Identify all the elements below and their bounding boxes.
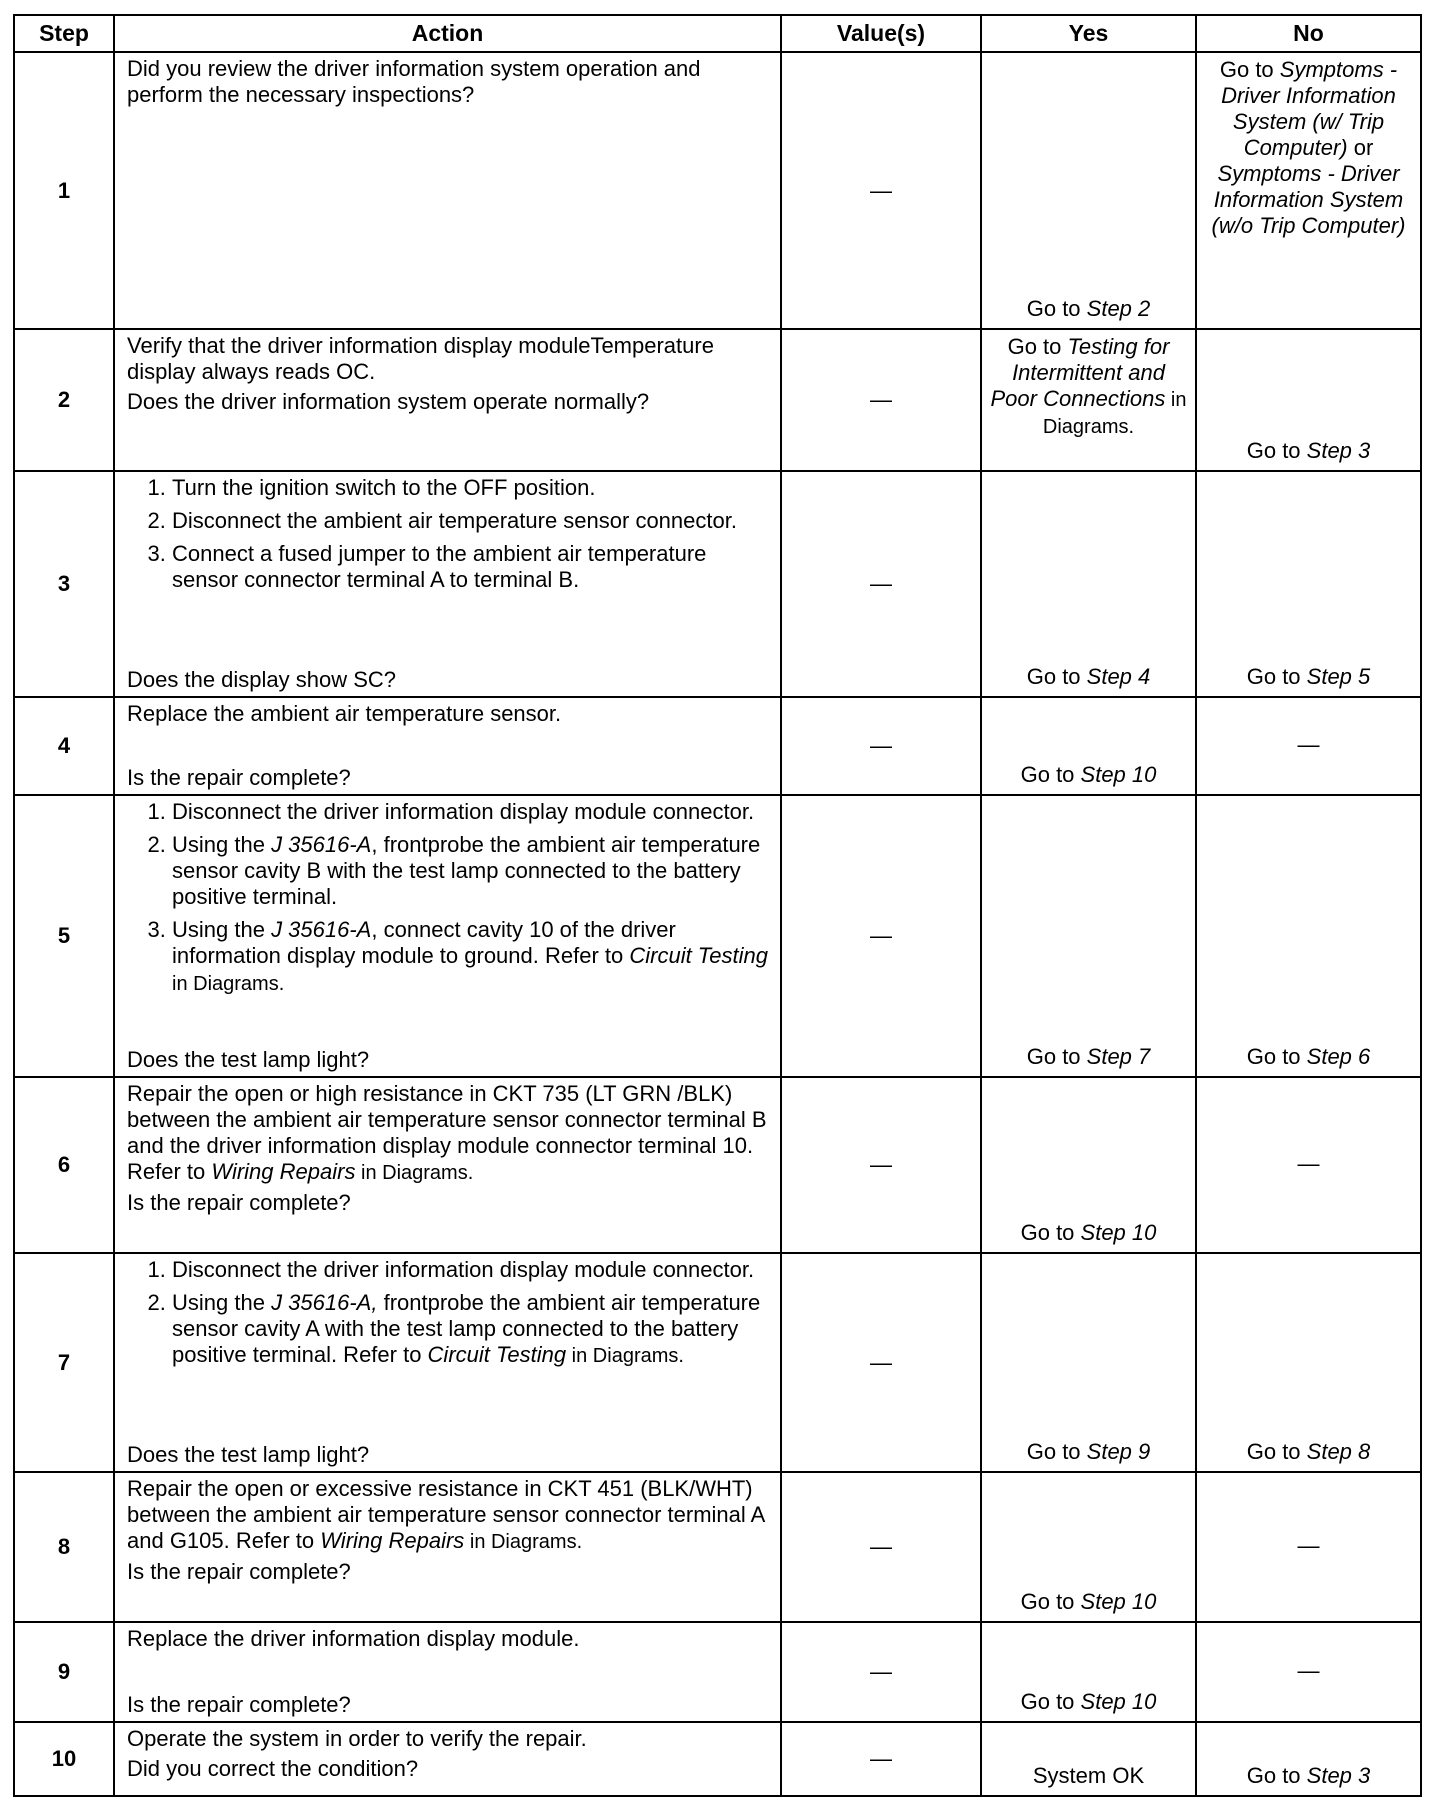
action-question: Is the repair complete? [127, 1559, 351, 1584]
yes-cell [981, 1077, 1196, 1253]
value-cell: — [781, 1472, 981, 1622]
header-action: Action [114, 15, 781, 52]
table-row [14, 1077, 1421, 1253]
list-item: 1. Disconnect the driver information display module connector. [172, 1257, 772, 1283]
action-cell [114, 1253, 781, 1472]
step-number: 8 [14, 1472, 114, 1622]
action-question: Is the repair complete? [127, 765, 351, 790]
action-list [127, 799, 772, 1004]
doc-ref: Circuit Testing [427, 1342, 567, 1367]
table-row [14, 329, 1421, 471]
yes-target: Testing for Intermittent and Poor Connections [990, 334, 1170, 411]
yes-goto: Go to [1020, 762, 1081, 787]
list-item: 2. Disconnect the ambient air temperature sensor connector. [172, 508, 772, 534]
no-cell [1196, 471, 1421, 697]
yes-goto: Go to [1020, 1220, 1081, 1245]
action-body: in Diagrams. [355, 1162, 474, 1184]
tool-ref: J 35616-A [271, 917, 372, 942]
action-cell [114, 697, 781, 795]
yes-cell [981, 52, 1196, 329]
no-target: Step 3 [1306, 1763, 1371, 1788]
yes-target: Step 2 [1086, 296, 1151, 321]
action-question: Does the test lamp light? [127, 1047, 370, 1072]
value-cell: — [781, 1622, 981, 1722]
no-goto: Go to [1246, 438, 1307, 463]
yes-goto: Go to [1026, 664, 1087, 689]
action-body: Repair the open or excessive resistance in CKT 451 (BLK/WHT) between the ambient air temperature sensor connector terminal A and G105. Refer to [127, 1476, 765, 1553]
yes-goto: Go to [1007, 334, 1068, 359]
action-question: Did you review the driver information system operation and perform the necessary inspections? [127, 56, 701, 107]
table-row [14, 795, 1421, 1077]
yes-target: Step 10 [1080, 762, 1157, 787]
no-goto: Go to [1219, 57, 1280, 82]
no-cell [1196, 52, 1421, 329]
list-text: Using the [172, 832, 272, 857]
no-or: or [1347, 135, 1374, 160]
step-number: 7 [14, 1253, 114, 1472]
action-cell [114, 1722, 781, 1796]
value-cell: — [781, 329, 981, 471]
list-text: , connect cavity 10 of the driver information display module to ground. Refer to [172, 917, 676, 968]
no-cell [1196, 329, 1421, 471]
step-number: 4 [14, 697, 114, 795]
list-item: 1. Turn the ignition switch to the OFF position. [172, 475, 772, 501]
yes-goto: Go to [1020, 1589, 1081, 1614]
table-row [14, 1253, 1421, 1472]
value-cell: — [781, 1722, 981, 1796]
value-cell: — [781, 795, 981, 1077]
action-cell [114, 1472, 781, 1622]
yes-target: Step 10 [1080, 1589, 1157, 1614]
step-number: 5 [14, 795, 114, 1077]
list-text: frontprobe the ambient air temperature sensor cavity A with the test lamp connected to the battery positive terminal. Refer to [172, 1290, 761, 1367]
action-cell [114, 1077, 781, 1253]
action-question: Does the driver information system operate normally? [127, 389, 650, 414]
diagnostic-table [13, 14, 1422, 1797]
step-number: 1 [14, 52, 114, 329]
yes-goto: Go to [1020, 1689, 1081, 1714]
value-cell: — [781, 1077, 981, 1253]
yes-goto: Go to [1026, 296, 1087, 321]
action-cell [114, 1622, 781, 1722]
step-number: 2 [14, 329, 114, 471]
no-cell [1196, 1722, 1421, 1796]
step-number: 10 [14, 1722, 114, 1796]
header-values: Value(s) [781, 15, 981, 52]
no-cell: — [1196, 1077, 1421, 1253]
list-text: in Diagrams. [566, 1345, 684, 1367]
yes-cell [981, 697, 1196, 795]
no-cell: — [1196, 1622, 1421, 1722]
yes-goto: Go to [1026, 1044, 1087, 1069]
no-goto: Go to [1246, 1439, 1307, 1464]
action-cell [114, 329, 781, 471]
no-goto: Go to [1246, 1763, 1307, 1788]
action-question: Does the display show SC? [127, 667, 397, 692]
yes-target: Step 10 [1080, 1220, 1157, 1245]
header-no: No [1196, 15, 1421, 52]
table-row [14, 1622, 1421, 1722]
step-number: 9 [14, 1622, 114, 1722]
list-text: , frontprobe the ambient air temperature sensor cavity B with the test lamp connected to the battery positive terminal. [172, 832, 761, 909]
yes-cell [981, 471, 1196, 697]
action-question: Is the repair complete? [127, 1190, 351, 1215]
action-text [127, 1081, 772, 1186]
tool-ref: J 35616-A [271, 832, 372, 857]
value-cell: — [781, 697, 981, 795]
action-body: Repair the open or high resistance in CKT 735 (LT GRN /BLK) between the ambient air temperature sensor connector terminal B and the driver information display module connector terminal 10. Refer to [127, 1081, 767, 1184]
no-target-2: Symptoms - Driver Information System (w/o Trip Computer) [1211, 161, 1406, 238]
action-list [127, 1257, 772, 1376]
header-step: Step [14, 15, 114, 52]
list-item: 1. Disconnect the driver information display module connector. [172, 799, 772, 825]
yes-target: Step 7 [1086, 1044, 1151, 1069]
doc-ref: Wiring Repairs [211, 1159, 356, 1184]
yes-cell [981, 1253, 1196, 1472]
action-list [127, 475, 772, 600]
action-question: Is the repair complete? [127, 1692, 351, 1717]
action-cell [114, 52, 781, 329]
table-row [14, 1722, 1421, 1796]
value-cell: — [781, 471, 981, 697]
yes-cell [981, 1622, 1196, 1722]
yes-suffix: in Diagrams. [1042, 389, 1187, 438]
no-cell [1196, 795, 1421, 1077]
list-text: Using the [172, 1290, 272, 1315]
yes-cell [981, 1472, 1196, 1622]
action-text [127, 1476, 772, 1555]
list-text: Using the [172, 917, 272, 942]
list-item [172, 917, 772, 997]
action-question: Does the test lamp light? [127, 1442, 370, 1467]
no-target: Step 6 [1306, 1044, 1371, 1069]
step-number: 6 [14, 1077, 114, 1253]
step-number: 3 [14, 471, 114, 697]
yes-goto: Go to [1026, 1439, 1087, 1464]
doc-ref: Wiring Repairs [320, 1528, 465, 1553]
no-target: Step 8 [1306, 1439, 1371, 1464]
no-target-1: Symptoms - Driver Information System (w/ Trip Computer) [1221, 57, 1398, 160]
list-item: 3. Connect a fused jumper to the ambient air temperature sensor connector terminal A to terminal B. [172, 541, 772, 593]
no-goto: Go to [1246, 1044, 1307, 1069]
action-text: Operate the system in order to verify the repair. [127, 1726, 587, 1751]
no-target: Step 3 [1306, 438, 1371, 463]
no-goto: Go to [1246, 664, 1307, 689]
header-row [14, 15, 1421, 52]
yes-target: Step 10 [1080, 1689, 1157, 1714]
no-cell [1196, 1253, 1421, 1472]
list-text: in Diagrams. [172, 973, 285, 995]
yes-target: Step 9 [1086, 1439, 1151, 1464]
yes-cell: System OK [981, 1722, 1196, 1796]
yes-target: Step 4 [1086, 664, 1151, 689]
header-yes: Yes [981, 15, 1196, 52]
doc-ref: Circuit Testing [629, 943, 768, 968]
yes-cell [981, 795, 1196, 1077]
table-row [14, 1472, 1421, 1622]
table-row [14, 471, 1421, 697]
value-cell: — [781, 1253, 981, 1472]
list-item [172, 1290, 772, 1369]
action-text: Replace the driver information display module. [127, 1626, 580, 1651]
action-cell [114, 471, 781, 697]
action-body: in Diagrams. [464, 1531, 583, 1553]
action-text: Replace the ambient air temperature sensor. [127, 701, 562, 726]
value-cell: — [781, 52, 981, 329]
table-row [14, 52, 1421, 329]
action-question: Did you correct the condition? [127, 1756, 419, 1781]
action-cell [114, 795, 781, 1077]
no-cell: — [1196, 697, 1421, 795]
no-cell: — [1196, 1472, 1421, 1622]
tool-ref: J 35616-A, [271, 1290, 378, 1315]
action-text: Verify that the driver information display moduleTemperature display always reads OC. [127, 333, 714, 384]
yes-cell [981, 329, 1196, 471]
list-item [172, 832, 772, 910]
table-row [14, 697, 1421, 795]
no-target: Step 5 [1306, 664, 1371, 689]
